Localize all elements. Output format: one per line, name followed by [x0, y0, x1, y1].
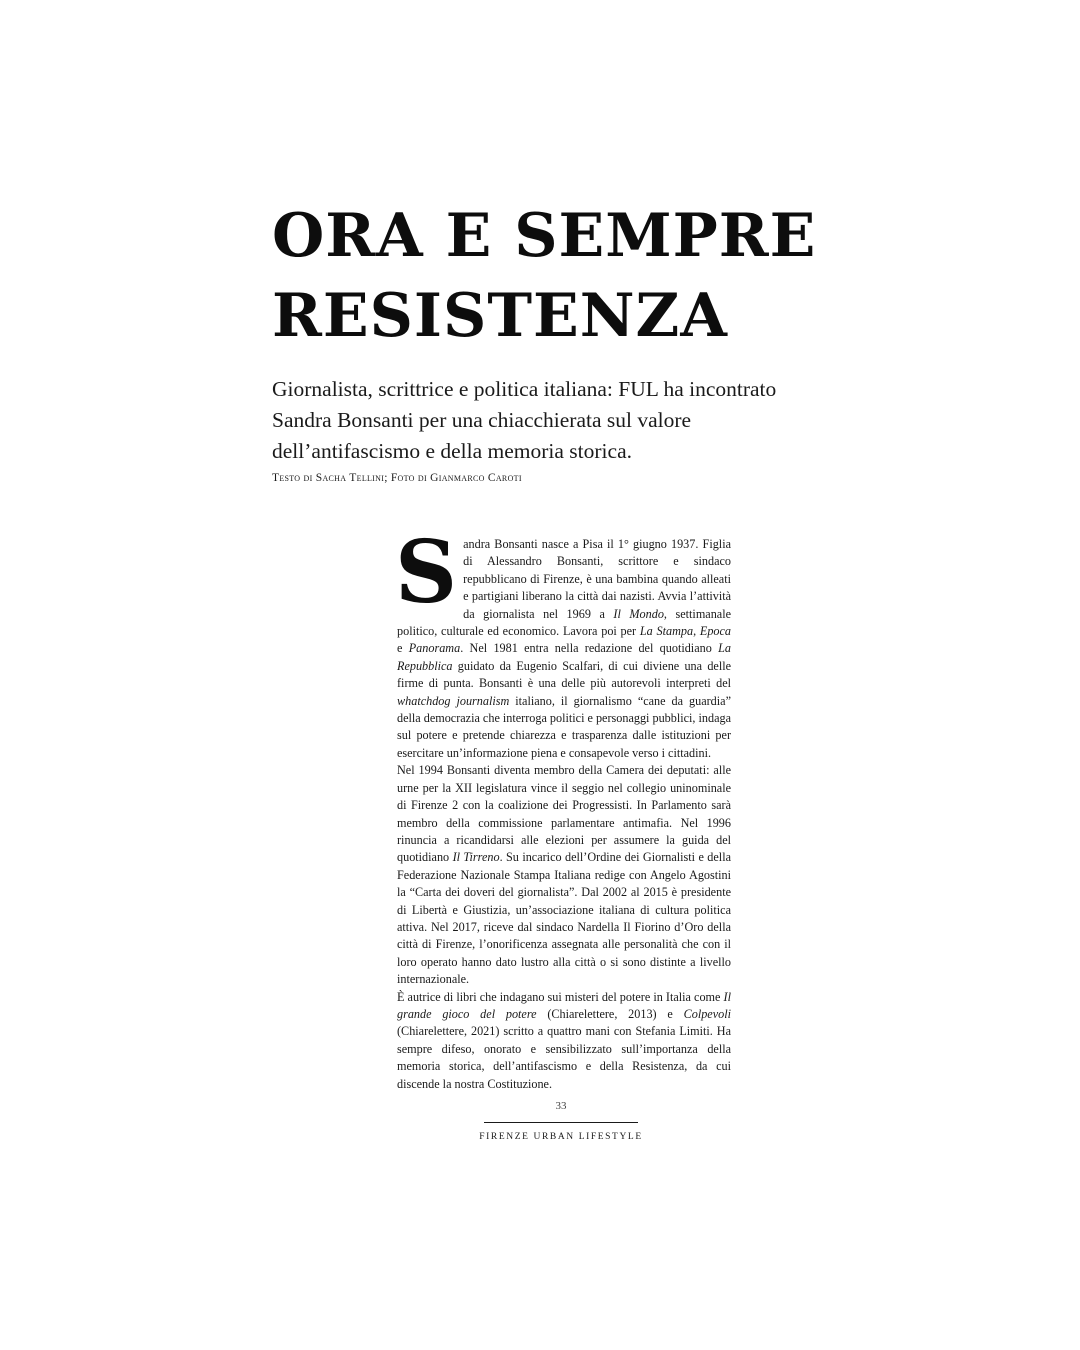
text-run: , [693, 624, 700, 639]
body-paragraph-2 [397, 762, 731, 988]
body-paragraph-3 [397, 989, 731, 1093]
text-run: guidato da Eugenio Scalfari, di cui diviene una delle firme di punta. Bonsanti è una delle più autorevoli interpreti del [397, 658, 731, 691]
article-credits: Testo di Sacha Tellini; Foto di Gianmarco Caroti [272, 472, 522, 484]
italic-run: Il Tirreno [452, 850, 500, 865]
italic-run: La Repubblica [397, 641, 731, 673]
footer-rule [484, 1122, 638, 1123]
text-run: Nel 1994 Bonsanti diventa membro della Camera dei deputati: alle urne per la XII legislatura vince il seggio nel collegio uninominale di Firenze 2 con la coalizione dei Progressisti. In Parlamento sarà membro della commissione parlamentare antimafia. Nel 1996 rinuncia a ricandidarsi alle elezioni per assumere la guida del quotidiano [397, 763, 731, 865]
text-run: e [397, 641, 409, 656]
paragraph-2-text [397, 763, 731, 986]
text-run: italiano, il giornalismo “cane da guardia” della democrazia che interroga politici e personaggi pubblici, indaga sul potere e pretende chiarezza e trasparenza dalle istituzioni per esercitare un’informazione piena e consapevole verso i cittadini. [397, 693, 732, 760]
text-run: andra Bonsanti nasce a Pisa il 1° giugno 1937. Figlia di Alessandro Bonsanti, scrittore e sindaco repubblicano di Firenze, è una bambina quando alleati e partigiani liberano la città dai nazisti. Avvia l’attività da giornalista nel 1969 a [463, 537, 731, 621]
magazine-name: FIRENZE URBAN LIFESTYLE [479, 1132, 643, 1142]
paragraph-3-text [397, 990, 731, 1091]
article-body [395, 522, 732, 1093]
article-title [272, 196, 872, 356]
drop-cap: S [395, 522, 458, 623]
text-run: (Chiarelettere, 2021) scritto a quattro mani con Stefania Limiti. Ha sempre difeso, onorato e sensibilizzato sull’importanza della memoria storica, dell’antifascismo e della Resistenza, da cui discende la nostra Costituzione. [397, 1024, 731, 1091]
italic-run: La Stampa [639, 624, 694, 639]
text-run: . Su incarico dell’Ordine dei Giornalisti e della Federazione Nazionale Stampa Italiana redige con Angelo Agostini la “Carta dei doveri del giornalista”. Dal 2002 al 2015 è presidente di Libertà e Giustizia, un’associazione italiana di cultura politica attiva. Nel 2017, riceve dal sindaco Nardella Il Fiorino d’Oro della città di Firenze, l’onorificenza assegnata alle personalità che con il loro operato hanno dato lustro alla città o si sono distinte a livello internazionale. [397, 850, 731, 987]
italic-run: Il Mondo [613, 606, 664, 621]
article-subtitle: Giornalista, scrittrice e politica italiana: FUL ha incontrato Sandra Bonsanti per una chiacchierata sul valore dell’antifascismo e della memoria storica. [272, 377, 777, 463]
italic-run: Colpevoli [683, 1006, 731, 1021]
text-run: È autrice di libri che indagano sui misteri del potere in Italia come [397, 989, 724, 1004]
text-run: . Nel 1981 entra nella redazione del quotidiano [460, 641, 719, 656]
text-run: , settimanale politico, culturale ed economico. Lavora poi per [397, 606, 732, 639]
body-paragraph-1 [395, 522, 732, 762]
page-number: 33 [555, 1100, 567, 1112]
title-line-1: ORA E SEMPRE [272, 201, 817, 271]
text-run: (Chiarelettere, 2013) e [536, 1006, 684, 1021]
italic-run: whatchdog journalism [397, 693, 510, 708]
italic-run: Panorama [408, 641, 461, 656]
title-line-2: RESISTENZA [272, 281, 728, 351]
italic-run: Il grande gioco del potere [397, 989, 731, 1021]
italic-run: Epoca [699, 624, 732, 639]
